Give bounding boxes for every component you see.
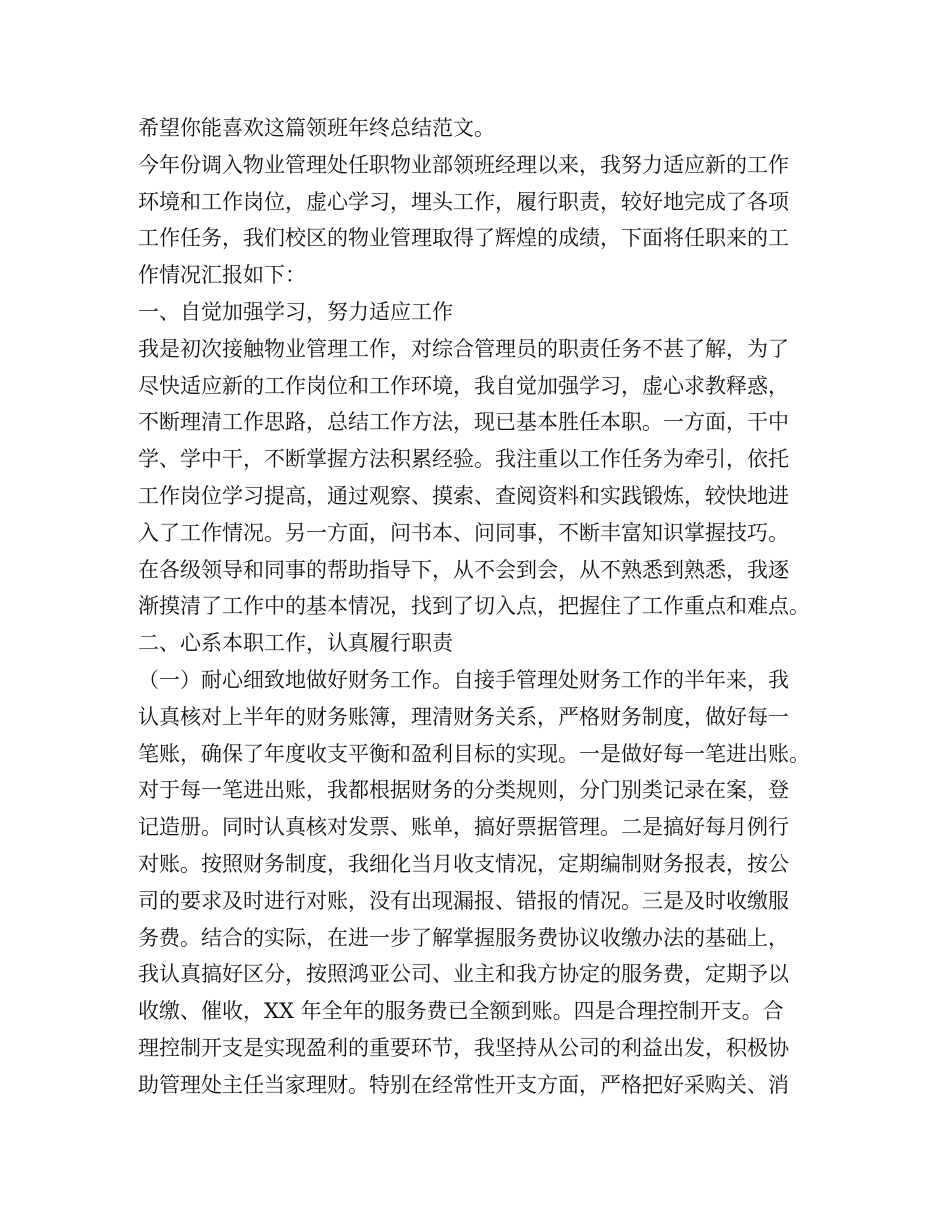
text-line: 希望你能喜欢这篇领班年终总结范文。 [138, 116, 495, 140]
text-line: 我是初次接触物业管理工作，对综合管理员的职责任务不甚了解，为了 [138, 336, 789, 361]
text-line: 今年份调入物业管理处任职物业部领班经理以来，我努力适应新的工作 [138, 152, 789, 177]
section-heading: 二、心系本职工作，认真履行职责 [138, 631, 453, 656]
text-line: 尽快适应新的工作岗位和工作环境，我自觉加强学习，虚心求教释惑， [138, 373, 789, 398]
text-line: 司的要求及时进行对账，没有出现漏报、错报的情况。三是及时收缴服 [138, 888, 789, 913]
text-line: 记造册。同时认真核对发票、账单，搞好票据管理。二是搞好每月例行 [138, 815, 789, 840]
text-line: 不断理清工作思路，总结工作方法，现已基本胜任本职。一方面，干中 [138, 410, 789, 435]
text-line: 我认真搞好区分，按照鸿亚公司、业主和我方协定的服务费，定期予以 [138, 962, 789, 987]
text-line: 工作岗位学习提高，通过观察、摸索、查阅资料和实践锻炼，较快地进 [138, 483, 789, 508]
text-line: 入了工作情况。另一方面，问书本、问同事，不断丰富知识掌握技巧。 [138, 520, 789, 545]
text-line: （一）耐心细致地做好财务工作。自接手管理处财务工作的半年来，我 [138, 667, 789, 692]
text-line: 务费。结合的实际，在进一步了解掌握服务费协议收缴办法的基础上， [138, 925, 789, 950]
text-line: 环境和工作岗位，虚心学习，埋头工作，履行职责，较好地完成了各项 [138, 189, 789, 214]
text-line: 作情况汇报如下： [138, 263, 306, 288]
text-line: 工作任务，我们校区的物业管理取得了辉煌的成绩，下面将任职来的工 [138, 226, 789, 251]
section-heading: 一、自觉加强学习，努力适应工作 [138, 299, 453, 324]
text-line: 收缴、催收，XX 年全年的服务费已全额到账。四是合理控制开支。合 [138, 999, 784, 1024]
text-line: 对于每一笔进出账，我都根据财务的分类规则，分门别类记录在案，登 [138, 778, 789, 803]
text-line: 助管理处主任当家理财。特别在经常性开支方面，严格把好采购关、消 [138, 1072, 789, 1097]
text-line: 理控制开支是实现盈利的重要环节，我坚持从公司的利益出发，积极协 [138, 1035, 789, 1060]
document-body [138, 110, 818, 1104]
text-line: 对账。按照财务制度，我细化当月收支情况，定期编制财务报表，按公 [138, 851, 789, 876]
text-line: 学、学中干，不断掌握方法积累经验。我注重以工作任务为牵引，依托 [138, 447, 789, 472]
text-line: 渐摸清了工作中的基本情况，找到了切入点，把握住了工作重点和难点。 [138, 594, 810, 619]
text-line: 认真核对上半年的财务账簿，理清财务关系，严格财务制度，做好每一 [138, 704, 789, 729]
text-line: 笔账，确保了年度收支平衡和盈利目标的实现。一是做好每一笔进出账。 [138, 741, 810, 766]
text-line: 在各级领导和同事的帮助指导下，从不会到会，从不熟悉到熟悉，我逐 [138, 557, 789, 582]
